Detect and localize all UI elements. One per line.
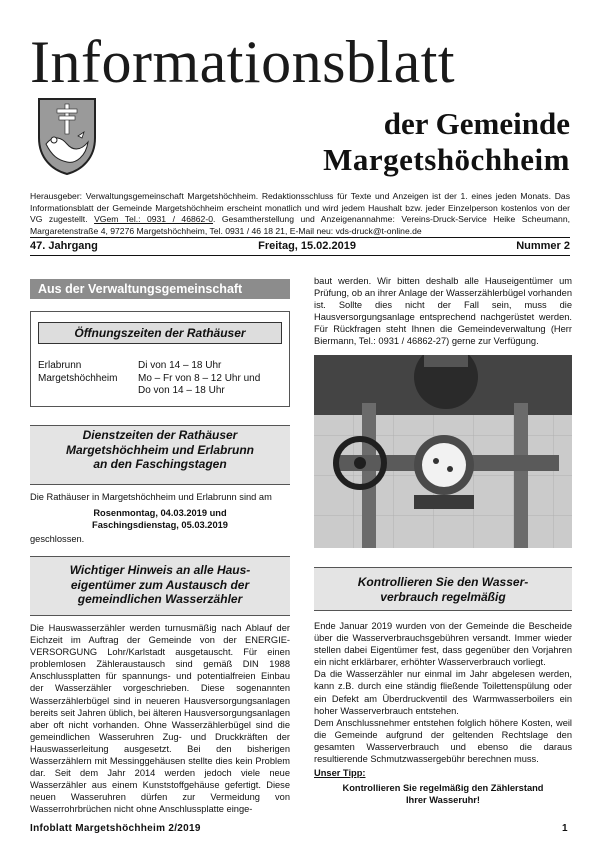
- issue-number: Nummer 2: [516, 240, 570, 252]
- issue-date: Freitag, 15.02.2019: [258, 240, 356, 252]
- section-title-bar: Aus der Verwaltungsgemeinschaft: [30, 279, 290, 299]
- imprint-phone-link: VGem Tel.: 0931 / 46862-0: [94, 214, 213, 224]
- tip-line: Ihrer Wasseruhr!: [405, 795, 481, 806]
- carnival-closed: geschlossen.: [30, 534, 85, 544]
- opening-hours: Di von 14 – 18 Uhr: [138, 360, 222, 371]
- carnival-title-line: Dienstzeiten der Rathäuser: [82, 428, 238, 442]
- issue-year: 47. Jahrgang: [30, 240, 98, 252]
- opening-place: [38, 385, 138, 398]
- opening-hours-heading: Öffnungszeiten der Rathäuser: [38, 322, 282, 344]
- carnival-date-1: Rosenmontag, 04.03.2019 und: [93, 508, 227, 518]
- meter-title: [30, 563, 290, 607]
- carnival-title-line: Margetshöchheim und Erlabrunn: [65, 442, 254, 457]
- carnival-date-2: Faschingsdienstag, 05.03.2019: [92, 520, 228, 531]
- consumption-body: [314, 620, 572, 806]
- tip-line: Kontrollieren Sie regelmäßig den Zählerstand: [342, 783, 544, 794]
- imprint-part2: . Gesamtherstellung und Anzeigenannahme: Vereins-Druck-Service Heike Scheumann, Margaretenstraße 4, 97276 Margetshöchheim, Tel. 0931 / 46 18 21, E-Mail neu: vds-druck@t-online.de: [30, 214, 570, 236]
- consumption-paragraph: Dem Anschlussnehmer entstehen folglich höhere Kosten, weil die Gemeinde aufgrund der geltenden Rechtslage den gesamten Wasserverbrauch und ebenso die daraus resultierende Schmutzwassergebühr berechnen muss.: [314, 717, 572, 765]
- footer-title: Infoblatt Margetshöchheim 2/2019: [30, 823, 201, 834]
- meter-body-continuation: baut werden. Wir bitten deshalb alle Hauseigentümer um Prüfung, ob an ihrer Anlage der Wasserzählerbügel vorhanden ist. Sollte dies nicht der Fall sein, muss die Hausversorgungsanlage entsprechend nachgerüstet werden. Für Rückfragen steht Ihnen die Gemeindeverwaltung (Herr Biermann, Tel.: 0931 / 46862-27) gerne zur Verfügung.: [314, 276, 572, 347]
- water-meter-photo: [314, 355, 572, 548]
- imprint-part1: Herausgeber: Verwaltungsgemeinschaft Margetshöchheim. Redaktionsschluss für Texte und Anzeigen ist der 1. eines jeden Monats. Das Informationsblatt der Gemeinde Margetshöchheim erscheint monatlich und wird jedem Haushalt bzw. jeder Einzelperson kostenlos von der VG zugestellt.: [30, 191, 570, 224]
- masthead-subtitle-line2: Margetshöchheim: [323, 142, 570, 177]
- meter-title-line: gemeindlichen Wasserzähler: [77, 592, 243, 606]
- issue-line: [30, 240, 570, 252]
- coat-of-arms-image: [36, 96, 98, 176]
- imprint-text: [30, 191, 570, 237]
- carnival-intro: Die Rathäuser in Margetshöchheim und Erlabrunn sind am: [30, 492, 272, 502]
- tip-label: Unser Tipp:: [314, 768, 366, 779]
- opening-place: Erlabrunn: [38, 360, 82, 371]
- carnival-title-line: an den Faschingstagen: [93, 457, 227, 471]
- consumption-paragraph: Ende Januar 2019 wurden von der Gemeinde die Bescheide über die Wasserverbrauchsgebühren versandt. Immer wieder stellen dabei Eigentümer fest, dass gegenüber den Vorjahren ein nicht erklärbarer, erhöhter Wasserverbrauch vorliegt.: [314, 621, 572, 668]
- masthead-subtitle-line1: der Gemeinde: [383, 106, 570, 141]
- opening-place: Margetshöchheim: [38, 372, 118, 384]
- meter-title-line: eigentümer zum Austausch der: [70, 577, 250, 592]
- opening-row: [38, 373, 278, 386]
- opening-hours: Do von 14 – 18 Uhr: [138, 385, 225, 396]
- issue-top-rule: [30, 237, 570, 238]
- consumption-title-line: Kontrollieren Sie den Wasser-: [357, 575, 529, 589]
- carnival-title-rule: [30, 484, 290, 485]
- consumption-paragraph: Da die Wasserzähler nur einmal im Jahr abgelesen werden, kann z.B. durch eine ständig fließende Toilettenspülung oder ein Defekt am Überdruckventil des Warmwasserboilers ein hoher Wasserverbrauch entstehen.: [314, 669, 572, 716]
- carnival-dates: [30, 507, 290, 531]
- issue-bottom-rule: [30, 255, 570, 256]
- consumption-title: [314, 575, 572, 604]
- carnival-title: [30, 428, 290, 472]
- consumption-title-line: verbrauch regelmäßig: [380, 589, 506, 604]
- page-number: 1: [562, 823, 568, 834]
- masthead-title: Informationsblatt: [30, 29, 456, 95]
- opening-row: [38, 360, 278, 373]
- opening-row: [38, 385, 278, 398]
- opening-hours-table: [38, 360, 278, 398]
- meter-body: Die Hauswasserzähler werden turnusmäßig nach Ablauf der Eichzeit im Auftrag der Gemeinde von der ENERGIE-VERSORGUNG Lohr/Karlstadt ausgetauscht. Für einen problemlosen Zähleraustausch sind gemäß DIN 1988 Anschlussplatten für spannungs- und potentialfreien Einbau der Wasserzähler vorgeschrieben. Diese sogenannten Wasserzählerbügel sind in neueren Hausversorgungsanlagen bereits seit Jahren üblich, bei älteren Hausversorgungsanlagen aber oft nicht vorhanden. Ohne Wasserzählerbügel sind die gemeindlichen Wasseruhren Zug- und Druckkräften der Hauswasserleitung ausgesetzt. Bei den bisherigen Wasserzählern mit Messinggehäusen stellte dies kein Problem dar. Seit dem Jahr 2014 werden jedoch viele neue Wasserzähler aus einem Kunststoffgehäuse gefertigt. Diese neuen Wasseruhren dürfen zur Vermeidung von Wasserrohrbrüchen nicht ohne Anschlussplatte einge-: [30, 623, 290, 815]
- opening-hours: Mo – Fr von 8 – 12 Uhr und: [138, 372, 261, 384]
- meter-title-line: Wichtiger Hinweis an alle Haus-: [69, 563, 251, 577]
